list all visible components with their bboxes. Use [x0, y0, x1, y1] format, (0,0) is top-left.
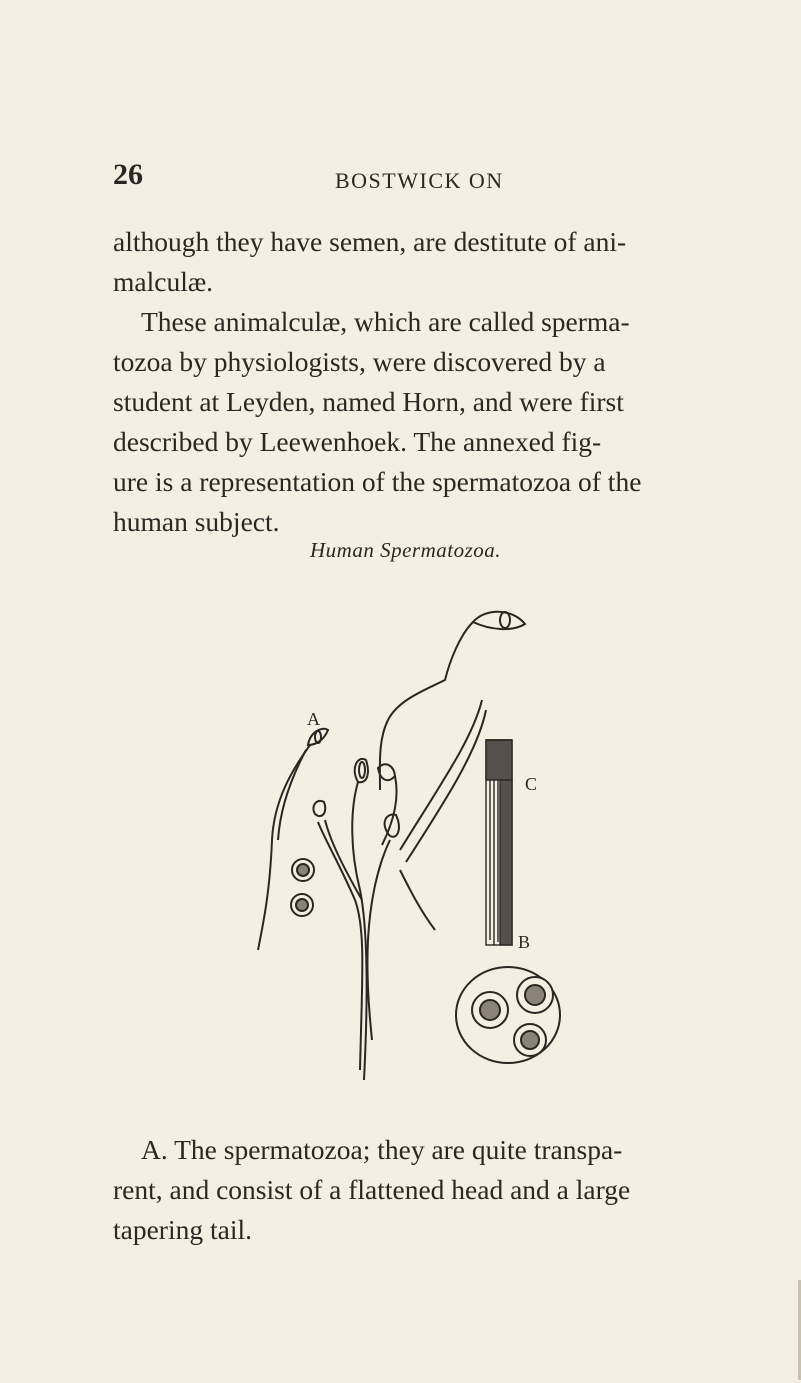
spermatozoa-figure	[250, 600, 570, 1110]
spermatozoa-bundle	[486, 740, 512, 945]
figure-label-a: A	[307, 709, 320, 729]
running-head: BOSTWICK ON	[335, 168, 504, 193]
text-line: human subject.	[113, 506, 280, 537]
paragraph-1	[113, 222, 713, 542]
top-spermatozoon-head	[473, 612, 525, 629]
text-line: described by Leewenhoek. The annexed fig-	[113, 426, 602, 457]
text-line: student at Leyden, named Horn, and were first	[113, 386, 624, 417]
text-line: These animalculæ, which are called sperma-	[141, 306, 630, 337]
text-line: rent, and consist of a flattened head and a large	[113, 1174, 631, 1205]
text-line: malculæ.	[113, 266, 214, 297]
a-cells	[291, 859, 314, 916]
text-line: tozoa by physiologists, were discovered by a	[113, 346, 606, 377]
figure-label-b: B	[518, 932, 531, 952]
b-cell-cluster	[456, 967, 560, 1063]
text-line: although they have semen, are destitute of ani-	[113, 226, 627, 257]
text-line: ure is a representation of the spermatozoa of the	[113, 466, 642, 497]
text-line: tapering tail.	[113, 1214, 252, 1245]
paragraph-3	[113, 1130, 713, 1250]
text-line: A. The spermatozoa; they are quite transpa-	[141, 1134, 623, 1165]
a-tail-1	[258, 745, 310, 950]
figure-title: Human Spermatozoa.	[310, 538, 501, 562]
page-number: 26	[113, 158, 143, 191]
top-spermatozoon-tail	[380, 622, 473, 790]
figure-label-c: C	[525, 774, 538, 794]
a2-head	[313, 801, 325, 816]
